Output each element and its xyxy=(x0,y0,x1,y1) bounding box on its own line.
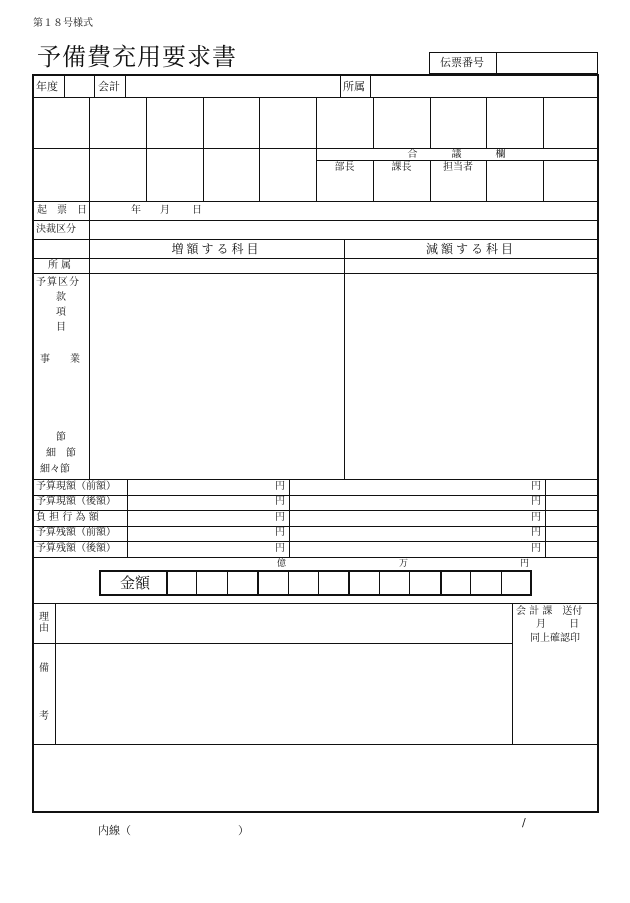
stamp-col-8b xyxy=(486,160,487,201)
rule-row-department xyxy=(33,273,598,274)
rule-amount-label-col xyxy=(127,479,128,557)
fiscal-year-field[interactable] xyxy=(65,76,93,96)
amount-unit-yen: 円 xyxy=(275,481,285,492)
department-field[interactable] xyxy=(372,76,597,96)
rule-reason-label-col xyxy=(55,603,56,744)
total-amount-field[interactable] xyxy=(168,572,530,594)
issue-date-label: 起 票 日 xyxy=(37,205,87,216)
stamp-col-9a xyxy=(543,97,544,148)
rule-amount-5 xyxy=(33,557,598,558)
bottom-blank-area[interactable] xyxy=(34,746,597,811)
amount-unit-yen: 円 xyxy=(275,512,285,523)
rule-account-end xyxy=(125,75,126,97)
increase-header: 増額する科目 xyxy=(171,242,262,256)
stamp-col-9b xyxy=(543,160,544,201)
budget-saisetsu-label: 細 節 xyxy=(46,448,76,459)
budget-kou-label: 項 xyxy=(56,307,66,318)
amount-unit-yen: 円 xyxy=(275,543,285,554)
page-title: 予備費充用要求書 xyxy=(37,43,237,71)
amount-row-label: 負 担 行 為 額 xyxy=(36,512,99,523)
remarks-label-1: 備 xyxy=(39,663,49,674)
rule-label-col-upper xyxy=(89,201,90,273)
rule-account-start xyxy=(94,75,95,97)
stamp-col-1 xyxy=(89,97,90,201)
approval-category-field[interactable] xyxy=(91,221,597,238)
budget-kan-label: 款 xyxy=(56,292,66,303)
rule-label-col-budget xyxy=(89,273,90,479)
remarks-field[interactable] xyxy=(57,645,510,743)
issue-date-day: 日 xyxy=(192,205,202,216)
accounting-stamp-line1: 会 計 課 送付 xyxy=(516,606,583,617)
rule-dept-end xyxy=(370,75,371,97)
extension-close: ） xyxy=(238,824,249,837)
decrease-amounts-field[interactable] xyxy=(347,480,529,556)
rule-dept-start xyxy=(340,75,341,97)
amount-unit-yen: 円 xyxy=(531,512,541,523)
council-role-manager: 課長 xyxy=(391,162,412,173)
form-number: 第１８号様式 xyxy=(33,18,93,29)
budget-category-label: 予算区分 xyxy=(36,277,80,288)
amount-unit-yen: 円 xyxy=(531,496,541,507)
accounting-stamp-line3: 同上確認印 xyxy=(530,633,580,644)
budget-moku-label: 目 xyxy=(56,322,66,333)
row-department-label: 所属 xyxy=(48,260,74,271)
budget-jigyou-label: 事 業 xyxy=(40,354,80,365)
stamp-col-8a xyxy=(486,97,487,148)
extension-label: 内線（ xyxy=(98,824,131,837)
stamp-col-7a xyxy=(430,97,431,148)
amount-unit-oku: 億 xyxy=(277,559,287,569)
rule-approval xyxy=(33,239,598,240)
slash-mark: / xyxy=(522,816,526,829)
remarks-label-2: 考 xyxy=(39,711,49,722)
amount-unit-yen: 円 xyxy=(275,527,285,538)
approval-category-label: 決裁区分 xyxy=(36,224,76,235)
issue-date-month: 月 xyxy=(160,205,170,216)
increase-amounts-field[interactable] xyxy=(129,480,274,556)
budget-saisaisetsu-label: 細々節 xyxy=(40,464,70,475)
stamp-col-2 xyxy=(146,97,147,201)
rule-center-divider xyxy=(344,239,345,479)
issue-date-year: 年 xyxy=(131,205,141,216)
council-label: 合 議 欄 xyxy=(407,149,507,160)
amount-row-label: 予算残額（後額） xyxy=(36,543,116,554)
rule-remarks-bottom xyxy=(33,744,598,745)
decrease-header: 減額する科目 xyxy=(425,242,516,256)
budget-setsu-label: 節 xyxy=(56,432,66,443)
stamp-col-3 xyxy=(203,97,204,201)
slip-number-divider xyxy=(496,52,497,74)
rule-council-header xyxy=(316,160,598,161)
slip-number-field[interactable] xyxy=(498,55,596,73)
account-field[interactable] xyxy=(127,76,339,96)
amount-unit-yen: 円 xyxy=(531,527,541,538)
total-amount-label: 金額 xyxy=(120,574,151,592)
amount-row-label: 予算残額（前額） xyxy=(36,527,116,538)
amount-row-label: 予算現額（後額） xyxy=(36,496,116,507)
reason-label: 理由 xyxy=(39,612,49,634)
stamp-col-5 xyxy=(316,97,317,201)
rule-stamp-bottom xyxy=(33,201,598,202)
rule-reason-bottom xyxy=(33,643,512,644)
reason-field[interactable] xyxy=(57,605,510,642)
extension-field[interactable] xyxy=(140,822,235,838)
decrease-budget-field[interactable] xyxy=(346,275,597,478)
stamp-col-6a xyxy=(373,97,374,148)
amount-unit-en: 円 xyxy=(520,559,530,569)
rule-headers xyxy=(33,258,598,259)
accounting-stamp-line2: 月 日 xyxy=(536,619,580,630)
fiscal-year-label: 年度 xyxy=(36,80,58,93)
stamp-col-4 xyxy=(259,97,260,201)
amount-unit-yen: 円 xyxy=(275,496,285,507)
rule-stamp-col xyxy=(512,603,513,744)
council-role-director: 部長 xyxy=(334,162,355,173)
slip-number-label: 伝票番号 xyxy=(440,56,484,69)
council-role-staff: 担当者 xyxy=(443,162,473,173)
rule-amount-left-unit xyxy=(289,479,290,557)
department-label: 所属 xyxy=(343,80,365,93)
rule-amount-right-unit xyxy=(545,479,546,557)
amount-row-label: 予算現額（前額） xyxy=(36,481,116,492)
amount-unit-yen: 円 xyxy=(531,543,541,554)
amount-unit-man: 万 xyxy=(399,559,409,569)
increase-budget-field[interactable] xyxy=(91,275,343,478)
rule-reason-top xyxy=(33,603,598,604)
amount-unit-yen: 円 xyxy=(531,481,541,492)
account-label: 会計 xyxy=(98,80,120,93)
